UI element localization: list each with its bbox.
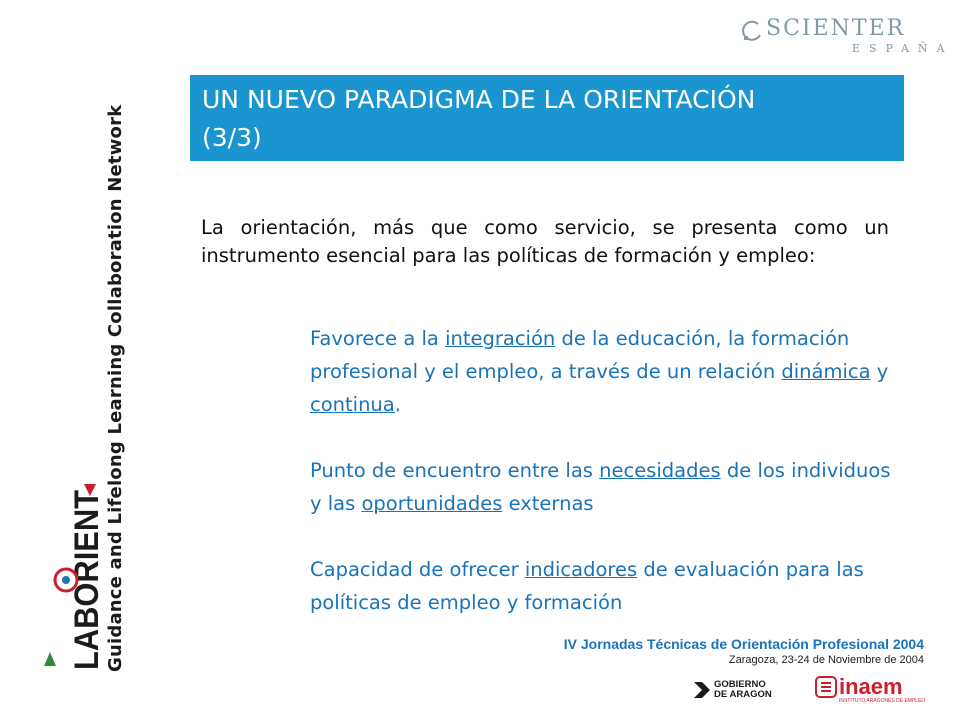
term-dinamica: dinámica [781,360,871,383]
gobierno-aragon-logo [694,679,772,701]
gov-line1: GOBIERNO [714,679,766,690]
laborient-logo [36,471,106,670]
slide-title-line1: UN NUEVO PARADIGMA DE LA ORIENTACIÓN [202,85,756,114]
svg-text:LABORIENT: LABORIENT [68,471,106,670]
bullet-item-integracion: Favorece a la integración de la educación, la formación profesional y el empleo, a través de un relación dinámica y continua. [310,327,889,416]
scienter-ring-icon [742,20,764,42]
event-place-date: Zaragoza, 23-24 de Noviembre de 2004 [728,654,924,666]
term-continua: continua [310,393,395,416]
bullet-list [310,322,900,652]
scienter-wordmark: SCIENTER [766,16,906,41]
scienter-subtitle: ESPAÑA [852,42,954,55]
event-title: IV Jornadas Técnicas de Orientación Profesional 2004 [563,636,924,652]
term-integracion: integración [445,327,556,350]
inaem-name: inaem [839,674,903,699]
term-oportunidades: oportunidades [361,492,503,515]
inaem-logo [815,674,926,704]
inaem-subtitle: INSTITUTO ARAGONÉS DE EMPLEO [839,698,926,704]
inaem-badge-icon [815,676,837,698]
gobierno-aragon-emblem-icon [694,680,710,700]
intro-paragraph: La orientación, más que como servicio, se presenta como un instrumento esencial para las políticas de formación y empleo: [201,216,889,267]
gov-line2: DE ARAGON [714,689,772,700]
slide-title-line2: (3/3) [202,123,262,152]
term-necesidades: necesidades [599,459,721,482]
footer [564,636,924,666]
network-vertical-text: Guidance and Lifelong Learning Collaboration Network [105,104,126,672]
slide-title-box [190,75,904,161]
bullet-item-encuentro: Punto de encuentro entre las necesidades de los individuos y las oportunidades externas [310,459,891,515]
labo-green-arrow-icon [44,652,56,666]
term-indicadores: indicadores [524,558,638,581]
bullet-item-capacidad: Capacidad de ofrecer indicadores de evaluación para las políticas de empleo y formación [310,558,864,614]
scienter-logo [742,14,954,55]
